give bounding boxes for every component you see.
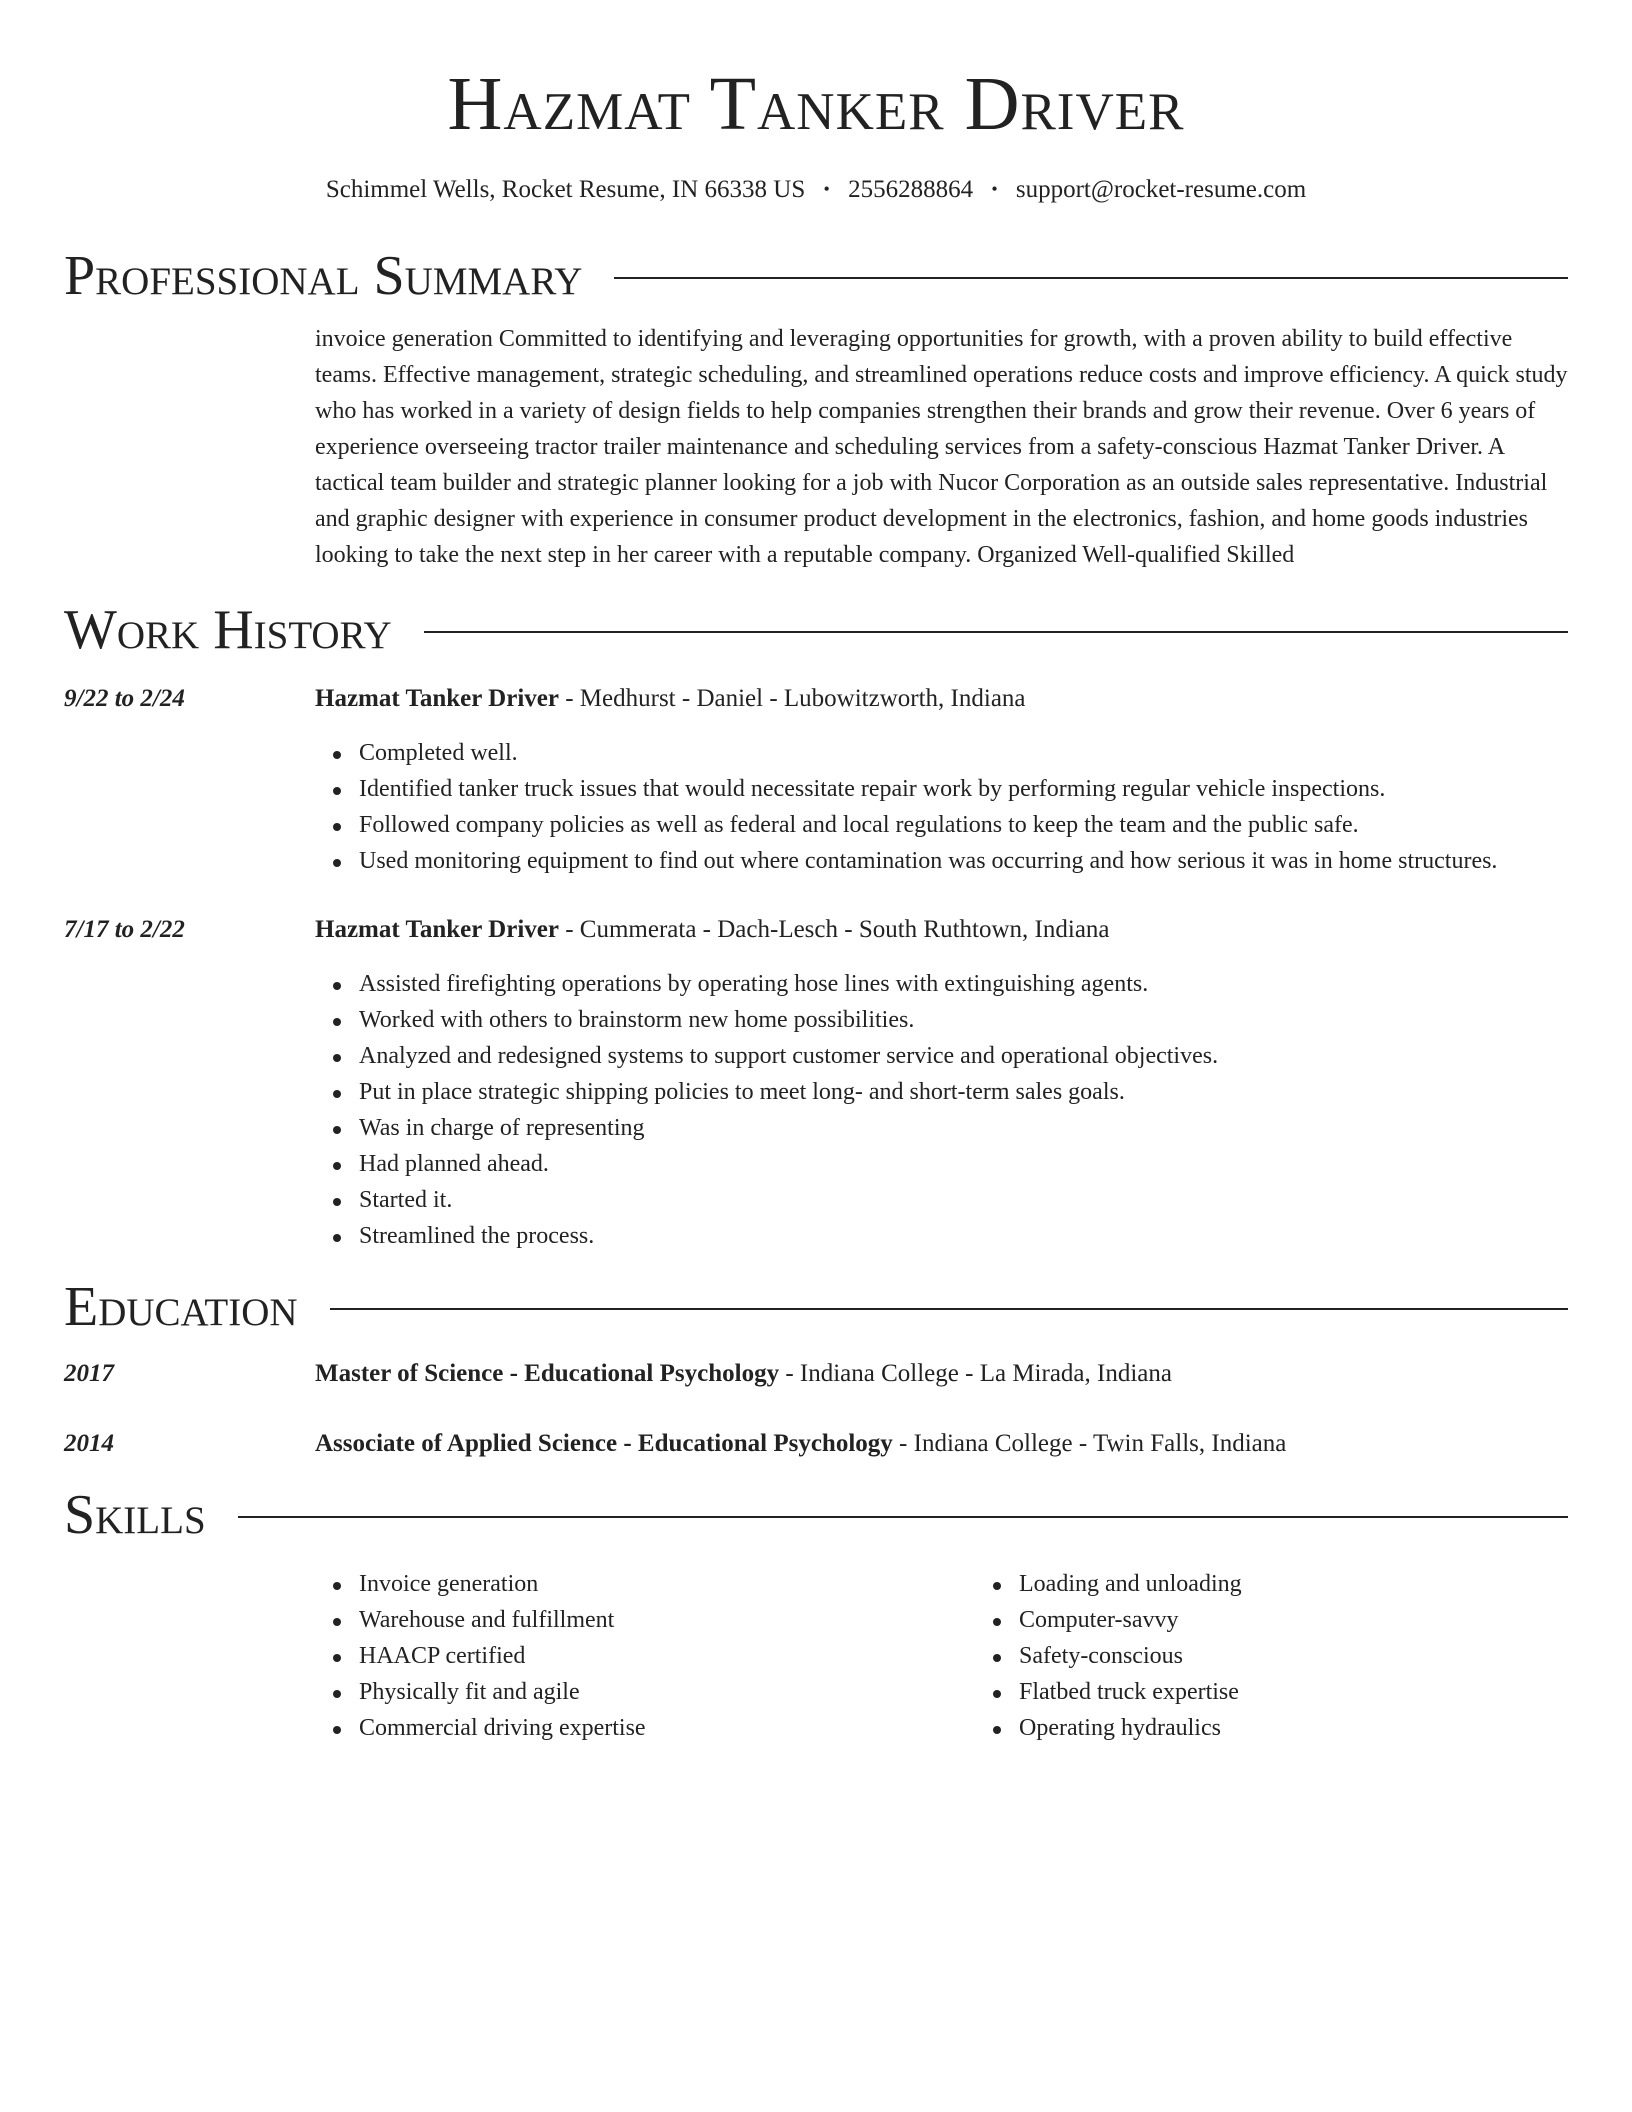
list-item: Put in place strategic shipping policies to meet long- and short-term sales goals. (359, 1074, 1568, 1110)
list-item: Flatbed truck expertise (1019, 1674, 1632, 1710)
education-year: 2017 (64, 1360, 114, 1387)
list-item: Worked with others to brainstorm new home possibilities. (359, 1002, 1568, 1038)
section-divider (424, 631, 1568, 633)
education-entry (64, 1356, 1568, 1392)
skills-row (64, 1566, 1568, 1746)
list-item: Safety-conscious (1019, 1638, 1632, 1674)
summary-section-header (64, 241, 1568, 311)
education-degree: Master of Science - Educational Psychology (315, 1360, 780, 1387)
skills-list-left (315, 1566, 975, 1746)
education-section-header (64, 1272, 1568, 1342)
skills-spacer (64, 1566, 315, 1746)
education-section-title: Education (64, 1276, 298, 1338)
section-divider (238, 1516, 1568, 1518)
list-item: Streamlined the process. (359, 1218, 1568, 1254)
contact-line (64, 174, 1568, 207)
education-entry (64, 1426, 1568, 1462)
job-entry (64, 912, 1568, 1254)
job-title: Hazmat Tanker Driver (315, 685, 559, 712)
education-body (315, 1426, 1568, 1462)
skills-section-header (64, 1480, 1568, 1550)
list-item: Commercial driving expertise (359, 1710, 975, 1746)
job-heading (315, 912, 1568, 948)
job-entry (64, 681, 1568, 879)
list-item: Warehouse and fulfillment (359, 1602, 975, 1638)
education-details: - Indiana College - Twin Falls, Indiana (892, 1430, 1287, 1457)
list-item: Used monitoring equipment to find out where contamination was occurring and how serious it was in home structures. (359, 843, 1568, 879)
skills-section-title: Skills (64, 1484, 206, 1546)
list-item: Analyzed and redesigned systems to support customer service and operational objectives. (359, 1038, 1568, 1074)
contact-separator: • (823, 179, 830, 199)
job-bullets (315, 735, 1568, 879)
list-item: Computer-savvy (1019, 1602, 1632, 1638)
summary-row (64, 321, 1568, 573)
list-item: HAACP certified (359, 1638, 975, 1674)
contact-separator: • (991, 179, 998, 199)
job-dates: 9/22 to 2/24 (64, 685, 185, 712)
list-item: Loading and unloading (1019, 1566, 1632, 1602)
summary-section-title: Professional Summary (64, 245, 583, 307)
list-item: Operating hydraulics (1019, 1710, 1632, 1746)
skills-list-right (975, 1566, 1632, 1746)
job-body (315, 681, 1568, 879)
job-title: Hazmat Tanker Driver (315, 916, 559, 943)
education-details: - Indiana College - La Mirada, Indiana (779, 1360, 1172, 1387)
summary-spacer (64, 321, 315, 573)
list-item: Completed well. (359, 735, 1568, 771)
job-body (315, 912, 1568, 1254)
list-item: Physically fit and agile (359, 1674, 975, 1710)
summary-text: invoice generation Committed to identifying and leveraging opportunities for growth, with a proven ability to build effective teams. Effective management, strategic scheduling, and streamlined operations reduce costs and improve efficiency. A quick study who has worked in a variety of design fields to help companies strengthen their brands and grow their revenue. Over 6 years of experience overseeing tractor trailer maintenance and scheduling services from a safety-conscious Hazmat Tanker Driver. A tactical team builder and strategic planner looking for a job with Nucor Corporation as an outside sales representative. Industrial and graphic designer with experience in consumer product development in the electronics, fashion, and home goods industries looking to take the next step in her career with a reputable company. Organized Well-qualified Skilled (315, 326, 1568, 568)
work-section-title: Work History (64, 599, 392, 661)
job-dates: 7/17 to 2/22 (64, 916, 185, 943)
section-divider (614, 277, 1568, 279)
job-details: - Medhurst - Daniel - Lubowitzworth, Indiana (558, 685, 1026, 712)
contact-email: support@rocket-resume.com (1015, 176, 1307, 203)
job-bullets (315, 966, 1568, 1254)
section-divider (330, 1308, 1568, 1310)
contact-phone: 2556288864 (848, 176, 974, 203)
contact-address: Schimmel Wells, Rocket Resume, IN 66338 US (325, 176, 806, 203)
resume-page (64, 0, 1568, 1746)
list-item: Had planned ahead. (359, 1146, 1568, 1182)
list-item: Identified tanker truck issues that would necessitate repair work by performing regular vehicle inspections. (359, 771, 1568, 807)
work-section-header (64, 595, 1568, 665)
education-year: 2014 (64, 1430, 114, 1457)
list-item: Followed company policies as well as federal and local regulations to keep the team and the public safe. (359, 807, 1568, 843)
job-details: - Cummerata - Dach-Lesch - South Ruthtown, Indiana (558, 916, 1110, 943)
list-item: Was in charge of representing (359, 1110, 1568, 1146)
resume-name: Hazmat Tanker Driver (447, 62, 1185, 146)
skills-grid (315, 1566, 1632, 1746)
list-item: Invoice generation (359, 1566, 975, 1602)
education-body (315, 1356, 1568, 1392)
list-item: Started it. (359, 1182, 1568, 1218)
education-degree: Associate of Applied Science - Educational Psychology (315, 1430, 893, 1457)
job-heading (315, 681, 1568, 717)
list-item: Assisted firefighting operations by operating hose lines with extinguishing agents. (359, 966, 1568, 1002)
